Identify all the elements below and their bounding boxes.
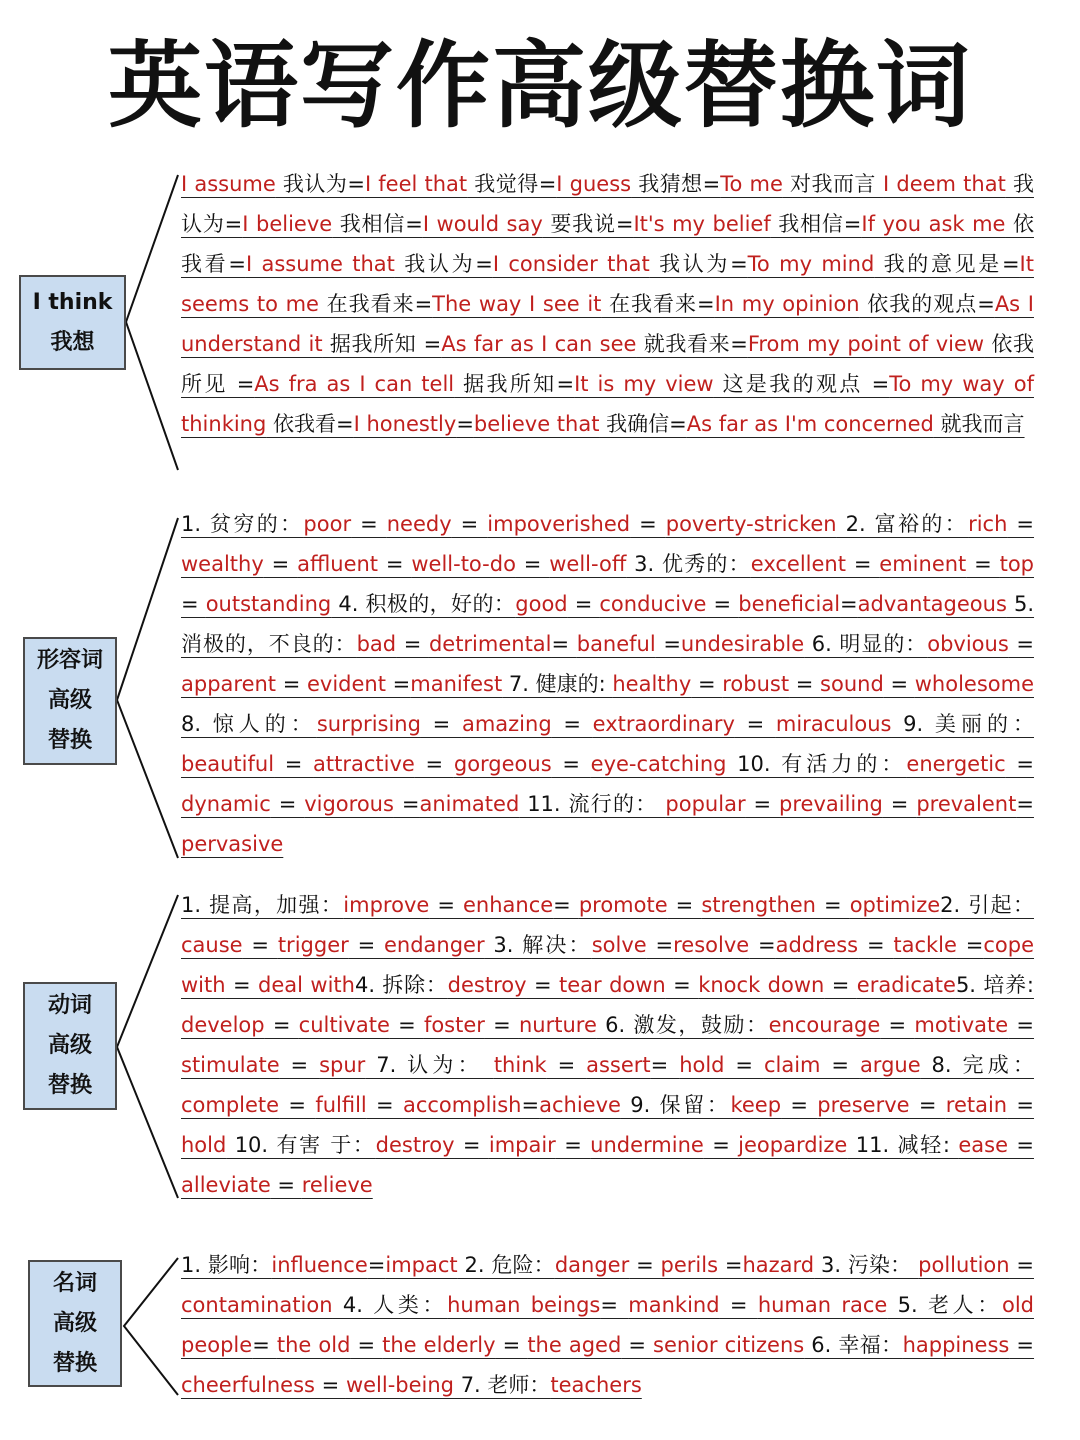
label-line: 高级 xyxy=(47,1033,92,1058)
connector-text: = xyxy=(621,1333,654,1357)
replacement-word: amazing xyxy=(461,712,552,736)
connector-text: 依我的观点= xyxy=(859,292,995,316)
label-line: 动词 xyxy=(47,993,92,1018)
label-line: 替换 xyxy=(52,1350,97,1376)
connector-text: = xyxy=(367,1253,386,1277)
replacement-word: I guess xyxy=(556,172,632,196)
replacement-word: manifest xyxy=(410,672,503,696)
replacement-word: preserve xyxy=(817,1093,910,1117)
connector-text: = xyxy=(1005,752,1034,776)
replacement-word: sound xyxy=(820,672,884,696)
replacement-word: impoverished xyxy=(487,512,631,536)
replacement-word: deal with xyxy=(258,973,355,997)
connector-text: = xyxy=(270,1173,302,1197)
replacement-word: good xyxy=(515,592,568,616)
replacement-word: foster xyxy=(423,1013,485,1037)
replacement-word: pervasive xyxy=(181,832,284,856)
connector-text: = xyxy=(724,1053,764,1077)
replacement-word: contamination xyxy=(181,1293,333,1317)
replacement-word: enhance xyxy=(462,893,554,917)
replacement-word: achieve xyxy=(539,1093,621,1117)
replacement-word: jeopardize xyxy=(738,1133,848,1157)
replacement-word: cope with xyxy=(181,933,1035,997)
replacement-word: destroy xyxy=(375,1133,455,1157)
connector-text: 在我看来= xyxy=(318,292,433,316)
connector-text: = xyxy=(252,1333,277,1357)
replacement-word: keep xyxy=(730,1093,782,1117)
replacement-word: the aged xyxy=(527,1333,622,1357)
bracket-section-1 xyxy=(126,175,178,470)
replacement-word: human race xyxy=(757,1293,888,1317)
replacement-word: excellent xyxy=(750,552,846,576)
replacement-word: baneful xyxy=(576,632,656,656)
replacement-word: I consider that xyxy=(492,252,650,276)
label-line: 替换 xyxy=(47,728,92,753)
replacement-word: perils xyxy=(660,1253,719,1277)
connector-text: 据我所知= xyxy=(454,372,575,396)
connector-text: 3. 解决： xyxy=(484,933,592,957)
replacement-word: wholesome xyxy=(914,672,1034,696)
replacement-word: eminent xyxy=(879,552,967,576)
connector-text: = xyxy=(1008,1133,1034,1157)
replacement-word: encourage xyxy=(768,1013,881,1037)
connector-text: 10. 有活力的： xyxy=(726,752,907,776)
connector-text: = xyxy=(396,632,429,656)
connector-text: = xyxy=(650,1053,680,1077)
replacement-word: affluent xyxy=(297,552,379,576)
connector-text: = xyxy=(749,933,776,957)
replacement-word: miraculous xyxy=(775,712,892,736)
connector-text: = xyxy=(555,1133,591,1157)
replacement-word: prevailing xyxy=(779,792,883,816)
connector-text: = xyxy=(909,1093,946,1117)
connector-text: 依我看= xyxy=(266,412,354,436)
connector-text: 我确信= xyxy=(599,412,687,436)
connector-text: 6. 激发，鼓励： xyxy=(596,1013,769,1037)
connector-text: 8. 完成： xyxy=(920,1053,1034,1077)
replacement-word: The way I see it xyxy=(432,292,602,316)
replacement-word: destroy xyxy=(447,973,527,997)
connector-text: 我相信= xyxy=(332,212,423,236)
replacement-word: dynamic xyxy=(181,792,271,816)
connector-text: 我觉得= xyxy=(467,172,557,196)
connector-text: 依我看= xyxy=(181,212,1034,276)
replacement-word: the old xyxy=(276,1333,351,1357)
replacement-word: eye-catching xyxy=(590,752,727,776)
connector-text: = xyxy=(1007,1093,1035,1117)
connector-text: = xyxy=(845,552,880,576)
connector-text: = xyxy=(351,512,387,536)
connector-text: 7. 健康的: xyxy=(502,672,613,696)
replacement-word: hold xyxy=(181,1133,227,1157)
connector-text: 依我所见 = xyxy=(181,332,1034,396)
replacement-word: It is my view xyxy=(574,372,714,396)
connector-text: = xyxy=(484,1013,519,1037)
replacement-word: wealthy xyxy=(181,552,264,576)
replacement-word: well-to-do xyxy=(411,552,516,576)
connector-text: = xyxy=(781,1093,818,1117)
connector-text: = xyxy=(665,973,699,997)
replacement-word: spur xyxy=(319,1053,366,1077)
connector-text: = xyxy=(820,1053,860,1077)
replacement-word: impair xyxy=(488,1133,556,1157)
connector-text: 2. 富裕的： xyxy=(836,512,969,536)
connector-text: = xyxy=(840,592,858,616)
replacement-word: advantageous xyxy=(857,592,1007,616)
connector-text: 4. 拆除： xyxy=(354,973,448,997)
section-text-adjectives xyxy=(181,504,1034,864)
connector-text: 这是我的观点 = xyxy=(713,372,890,396)
replacement-word: address xyxy=(775,933,859,957)
replacement-word: conducive xyxy=(599,592,707,616)
connector-text: = xyxy=(385,672,411,696)
connector-text: 在我看来= xyxy=(601,292,715,316)
replacement-word: prevalent xyxy=(916,792,1017,816)
connector-text: 3. 污染： xyxy=(814,1253,919,1277)
connector-text: 7. 认为： xyxy=(365,1053,494,1077)
connector-text: = xyxy=(429,893,463,917)
replacement-word: As far as I can see xyxy=(441,332,637,356)
connector-text: 3. 优秀的： xyxy=(626,552,751,576)
connector-text: = xyxy=(600,1293,629,1317)
replacement-word: animated xyxy=(419,792,520,816)
replacement-word: rich xyxy=(968,512,1008,536)
replacement-word: outstanding xyxy=(205,592,332,616)
connector-text: = xyxy=(734,712,776,736)
section-label-verbs xyxy=(23,982,117,1110)
connector-text: 据我所知 = xyxy=(322,332,442,356)
connector-text: = xyxy=(789,672,821,696)
replacement-word: I would say xyxy=(422,212,543,236)
replacement-word: eradicate xyxy=(856,973,956,997)
label-line: 高级 xyxy=(47,688,92,713)
replacement-word: extraordinary xyxy=(592,712,735,736)
connector-text: = xyxy=(279,1053,320,1077)
replacement-word: influence xyxy=(271,1253,368,1277)
connector-text: = xyxy=(276,672,307,696)
replacement-word: mankind xyxy=(628,1293,720,1317)
replacement-word: beneficial xyxy=(738,592,841,616)
replacement-word: undesirable xyxy=(680,632,805,656)
connector-text: = xyxy=(551,632,577,656)
label-line: 名词 xyxy=(52,1270,97,1296)
connector-text: = xyxy=(816,893,850,917)
replacement-word: If you ask me xyxy=(861,212,1006,236)
connector-text: 8. 惊人的： xyxy=(181,712,317,736)
connector-text: 我认为= xyxy=(649,252,748,276)
connector-text: = xyxy=(242,933,278,957)
replacement-word: pollution xyxy=(918,1253,1010,1277)
replacement-word: undermine xyxy=(590,1133,704,1157)
replacement-word: tear down xyxy=(559,973,666,997)
connector-text: = xyxy=(389,1013,424,1037)
section-label-adjectives xyxy=(23,637,117,765)
connector-text: 2. 引起： xyxy=(940,893,1034,917)
replacement-word: From my point of view xyxy=(747,332,985,356)
replacement-word: claim xyxy=(763,1053,821,1077)
connector-text: = xyxy=(270,792,305,816)
replacement-word: senior citizens xyxy=(653,1333,805,1357)
connector-text: = xyxy=(567,592,600,616)
connector-text: = xyxy=(646,933,674,957)
connector-text: = xyxy=(393,792,420,816)
connector-text: 9. 保留： xyxy=(620,1093,731,1117)
connector-text: 就我看来= xyxy=(636,332,748,356)
connector-text: 1. 影响： xyxy=(181,1253,272,1277)
replacement-word: alleviate xyxy=(181,1173,271,1197)
connector-text: = xyxy=(718,1253,743,1277)
replacement-word: energetic xyxy=(906,752,1006,776)
replacement-word: It seems to me xyxy=(181,252,1034,316)
connector-text: 1. 贫穷的： xyxy=(181,512,304,536)
connector-text: = xyxy=(348,933,384,957)
replacement-word: To my mind xyxy=(747,252,875,276)
connector-text: 5. 老人： xyxy=(887,1293,1002,1317)
label-line: 形容词 xyxy=(36,648,103,673)
connector-text: = xyxy=(279,1093,316,1117)
connector-text: = xyxy=(1008,632,1034,656)
connector-text: 2. 危险： xyxy=(457,1253,555,1277)
connector-text: = xyxy=(366,1093,403,1117)
bracket-section-3 xyxy=(117,895,178,1198)
replacement-word: hazard xyxy=(742,1253,815,1277)
replacement-word: nurture xyxy=(518,1013,597,1037)
replacement-word: human beings xyxy=(447,1293,601,1317)
connector-text: 我相信= xyxy=(770,212,862,236)
connector-text: 我猜想= xyxy=(631,172,721,196)
label-line: 我想 xyxy=(50,329,95,355)
replacement-word: well-being xyxy=(345,1373,455,1397)
replacement-word: robust xyxy=(722,672,790,696)
replacement-word: cheerfulness xyxy=(181,1373,315,1397)
replacement-word: bad xyxy=(356,632,397,656)
replacement-word: complete xyxy=(181,1093,280,1117)
connector-text: = xyxy=(1008,1013,1035,1037)
replacement-word: surprising xyxy=(316,712,421,736)
connector-text: = xyxy=(824,973,857,997)
connector-text: 对我而言 xyxy=(782,172,884,196)
connector-text: = xyxy=(1007,512,1035,536)
replacement-word: As far as I'm concerned xyxy=(686,412,934,436)
replacement-word: It's my belief xyxy=(633,212,771,236)
connector-text: = xyxy=(521,1093,540,1117)
replacement-word: I assume that xyxy=(245,252,395,276)
replacement-word: tackle xyxy=(893,933,957,957)
connector-text: = xyxy=(745,792,780,816)
replacement-word: detrimental xyxy=(428,632,552,656)
connector-text: = xyxy=(1009,1333,1035,1357)
replacement-word: cause xyxy=(181,933,243,957)
replacement-word: assert xyxy=(586,1053,651,1077)
connector-text: 4. 人类： xyxy=(332,1293,448,1317)
replacement-word: poor xyxy=(303,512,352,536)
replacement-word: vigorous xyxy=(304,792,394,816)
connector-text: = xyxy=(703,1133,739,1157)
replacement-word: evident xyxy=(307,672,386,696)
connector-text: 6. 幸福： xyxy=(804,1333,903,1357)
replacement-word: resolve xyxy=(673,933,750,957)
connector-text: = xyxy=(629,1253,661,1277)
replacement-word: ease xyxy=(958,1133,1009,1157)
replacement-word: fulfill xyxy=(315,1093,367,1117)
replacement-word: attractive xyxy=(313,752,415,776)
replacement-word: promote xyxy=(578,893,668,917)
connector-text: = xyxy=(181,592,206,616)
connector-text: = xyxy=(274,752,314,776)
connector-text: 11. 减轻: xyxy=(847,1133,959,1157)
connector-text: 我的意见是= xyxy=(874,252,1020,276)
connector-text: 要我说= xyxy=(542,212,634,236)
replacement-word: cultivate xyxy=(298,1013,390,1037)
connector-text: = xyxy=(882,792,917,816)
connector-text: = xyxy=(630,512,666,536)
replacement-word: develop xyxy=(181,1013,265,1037)
replacement-word: popular xyxy=(665,792,746,816)
replacement-word: I feel that xyxy=(364,172,468,196)
replacement-word: teachers xyxy=(550,1373,642,1397)
page-title: 英语写作高级替换词 xyxy=(107,32,972,141)
connector-text: = xyxy=(495,1333,528,1357)
section-text-i-think xyxy=(181,164,1034,444)
replacement-word: believe that xyxy=(473,412,600,436)
replacement-word: relieve xyxy=(301,1173,373,1197)
connector-text: = xyxy=(350,1333,383,1357)
connector-text: = xyxy=(883,672,915,696)
replacement-word: top xyxy=(999,552,1035,576)
replacement-word: needy xyxy=(386,512,452,536)
replacement-word: endanger xyxy=(383,933,485,957)
replacement-word: impact xyxy=(385,1253,458,1277)
replacement-word: argue xyxy=(859,1053,921,1077)
replacement-word: retain xyxy=(945,1093,1008,1117)
replacement-word: old people xyxy=(181,1293,1034,1357)
replacement-word: think xyxy=(493,1053,547,1077)
connector-text: = xyxy=(858,933,894,957)
connector-text: 我认为= xyxy=(181,172,1034,236)
replacement-word: poverty-stricken xyxy=(665,512,837,536)
connector-text: = xyxy=(691,672,723,696)
connector-text: 5. 消极的，不良的： xyxy=(181,592,1035,656)
connector-text: = xyxy=(1016,792,1034,816)
replacement-word: I believe xyxy=(242,212,333,236)
replacement-word: optimize xyxy=(849,893,941,917)
connector-text: = xyxy=(956,933,984,957)
connector-text: = xyxy=(667,893,702,917)
replacement-word: danger xyxy=(554,1253,630,1277)
replacement-word: I deem that xyxy=(883,172,1006,196)
connector-text: 7. 老师： xyxy=(454,1373,551,1397)
replacement-word: accomplish xyxy=(402,1093,522,1117)
bracket-section-2 xyxy=(117,518,178,858)
replacement-word: the elderly xyxy=(382,1333,496,1357)
connector-text: 1. 提高，加强： xyxy=(181,893,344,917)
connector-text: 10. 有害 于： xyxy=(226,1133,376,1157)
connector-text: 11. 流行的： xyxy=(519,792,666,816)
replacement-word: obvious xyxy=(927,632,1009,656)
connector-text: = xyxy=(719,1293,758,1317)
replacement-word: beautiful xyxy=(181,752,275,776)
replacement-word: solve xyxy=(591,933,647,957)
replacement-word: As I understand it xyxy=(181,292,1034,356)
connector-text: = xyxy=(456,412,474,436)
connector-text: = xyxy=(551,712,593,736)
replacement-word: As fra as I can tell xyxy=(254,372,455,396)
connector-text: = xyxy=(314,1373,346,1397)
replacement-word: well-off xyxy=(549,552,627,576)
replacement-word: gorgeous xyxy=(453,752,552,776)
replacement-word: knock down xyxy=(698,973,825,997)
replacement-word: I assume xyxy=(181,172,276,196)
connector-text: = xyxy=(1009,1253,1034,1277)
connector-text: = xyxy=(880,1013,915,1037)
connector-text: = xyxy=(526,973,559,997)
connector-text: = xyxy=(378,552,412,576)
connector-text: 就我而言 xyxy=(933,412,1025,436)
connector-text: = xyxy=(546,1053,587,1077)
section-text-verbs xyxy=(181,885,1034,1205)
connector-text: = xyxy=(451,512,488,536)
connector-text: 4. 积极的，好的： xyxy=(331,592,516,616)
replacement-word: stimulate xyxy=(181,1053,280,1077)
connector-text: = xyxy=(264,1013,299,1037)
connector-text: 9. 美丽的： xyxy=(891,712,1034,736)
connector-text: = xyxy=(263,552,298,576)
replacement-word: strengthen xyxy=(701,893,816,917)
connector-text: = xyxy=(551,752,591,776)
replacement-word: In my opinion xyxy=(714,292,860,316)
connector-text: = xyxy=(454,1133,489,1157)
connector-text: = xyxy=(414,752,454,776)
section-text-nouns xyxy=(181,1245,1034,1405)
connector-text: = xyxy=(966,552,1000,576)
replacement-word: hold xyxy=(679,1053,725,1077)
replacement-word: happiness xyxy=(902,1333,1010,1357)
connector-text: = xyxy=(553,893,579,917)
connector-text: 6. 明显的： xyxy=(804,632,928,656)
connector-text: = xyxy=(515,552,550,576)
bracket-section-4 xyxy=(124,1258,178,1395)
replacement-word: healthy xyxy=(612,672,692,696)
replacement-word: I honestly xyxy=(353,412,457,436)
connector-text: = xyxy=(225,973,259,997)
replacement-word: motivate xyxy=(914,1013,1009,1037)
replacement-word: trigger xyxy=(277,933,349,957)
label-line: I think xyxy=(32,289,113,315)
connector-text: 5. 培养: xyxy=(955,973,1034,997)
connector-text: = xyxy=(420,712,462,736)
section-label-i-think xyxy=(19,275,126,370)
replacement-word: To my way of thinking xyxy=(181,372,1034,436)
replacement-word: To me xyxy=(720,172,783,196)
label-line: 高级 xyxy=(52,1310,97,1336)
connector-text: = xyxy=(655,632,681,656)
connector-text: 我认为= xyxy=(394,252,493,276)
replacement-word: improve xyxy=(343,893,430,917)
replacement-word: apparent xyxy=(181,672,277,696)
section-label-nouns xyxy=(28,1260,122,1387)
label-line: 替换 xyxy=(47,1073,92,1098)
connector-text: 我认为= xyxy=(275,172,365,196)
connector-text: = xyxy=(706,592,739,616)
